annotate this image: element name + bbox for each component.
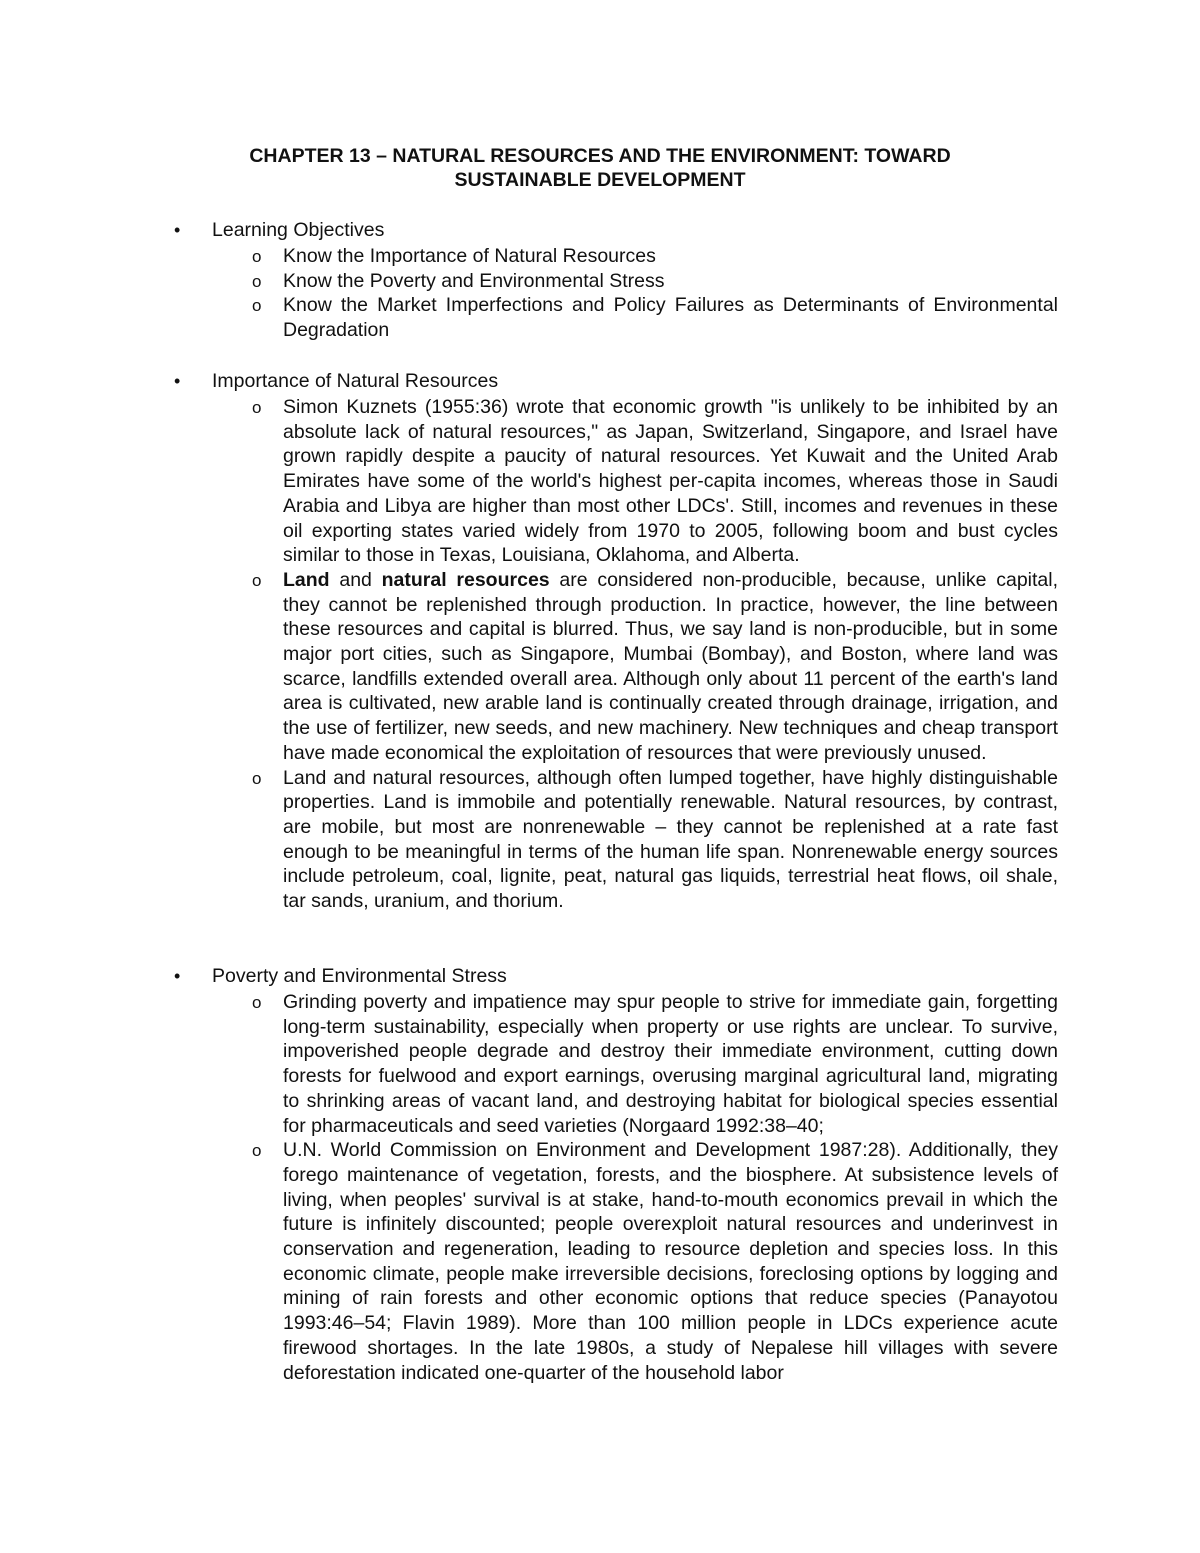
poverty-heading: [0, 964, 1200, 990]
paragraph-text: U.N. World Commission on Environment and Development 1987:28). Additionally, they forego maintenance of vegetation, forests, and the biosphere. At subsistence levels of living, when peoples' survival is at stake, hand-to-mouth economics prevail in which the future is infinitely discounted; people overexploit natural resources and underinvest in conservation and regeneration, leading to resource depletion and species loss. In this economic climate, people make irreversible decisions, foreclosing options by logging and mining of rain forests and other economic options that reduce species (Panayotou 1993:46–54; Flavin 1989). More than 100 million people in LDCs experience acute firewood shortages. In the late 1980s, a study of Nepalese hill villages with severe deforestation indicated one-quarter of the household labor: [283, 1139, 1058, 1384]
importance-section: [0, 369, 1200, 914]
list-item: [0, 244, 1058, 269]
sub-bullet-icon: o: [252, 768, 262, 788]
objectives-list: [0, 244, 1200, 343]
learning-objectives-section: [0, 218, 1200, 343]
list-item: [0, 568, 1058, 766]
sub-bullet-icon: o: [252, 1141, 262, 1161]
sub-bullet-icon: o: [252, 993, 262, 1012]
list-item: [0, 395, 1058, 568]
chapter-title-line-1: CHAPTER 13 – NATURAL RESOURCES AND THE ENVIRONMENT: TOWARD: [249, 145, 951, 167]
sub-bullet-icon: o: [252, 296, 262, 316]
chapter-title-line-2: SUSTAINABLE DEVELOPMENT: [454, 169, 746, 191]
paragraph-text: Land and natural resources, although often lumped together, have highly distinguishable properties. Land is immobile and potentially renewable. Natural resources, by contrast, are mobile, but most are nonrenewable – they cannot be replenished at a rate fast enough to be meaningful in terms of the human life span. Nonrenewable energy sources include petroleum, coal, lignite, peat, natural gas liquids, terrestrial heat flows, oil shale, tar sands, uranium, and thorium.: [283, 766, 1058, 913]
list-item-text: Know the Poverty and Environmental Stress: [283, 269, 665, 292]
section-heading-label: Importance of Natural Resources: [212, 370, 499, 392]
section-heading-label: Poverty and Environmental Stress: [212, 965, 507, 987]
list-item: [0, 293, 1058, 342]
sub-bullet-icon: o: [252, 247, 262, 266]
bold-term-land: Land: [283, 568, 330, 591]
learning-objectives-heading: [0, 218, 1200, 244]
list-item-text: Know the Importance of Natural Resources: [283, 245, 656, 267]
list-item: [0, 269, 1058, 294]
section-heading-label: Learning Objectives: [212, 219, 385, 241]
paragraph-text: Grinding poverty and impatience may spur people to strive for immediate gain, forgetting long-term sustainability, especially when property or use rights are unclear. To survive, impoverished people degrade and destroy their immediate environment, cutting down forests for fuelwood and export earnings, overusing marginal agricultural land, migrating to shrinking areas of vacant land, and destroying habitat for biological species essential for pharmaceuticals and seed varieties (Norgaard 1992:38–40;: [283, 991, 1058, 1137]
list-item: [0, 990, 1058, 1138]
bullet-icon: •: [174, 966, 181, 986]
bullet-icon: •: [174, 371, 181, 391]
list-item-text: Know the Market Imperfections and Policy Failures as Determinants of Environmental Degradation: [283, 294, 1058, 342]
paragraph-text: and: [329, 568, 382, 591]
sub-bullet-icon: o: [252, 271, 262, 291]
list-item: [0, 1138, 1058, 1385]
importance-heading: [0, 369, 1200, 395]
bullet-icon: •: [174, 220, 181, 240]
importance-list: [0, 395, 1200, 914]
sub-bullet-icon: o: [252, 570, 262, 590]
paragraph-text: are considered non-producible, because, unlike capital, they cannot be replenished through production. In practice, however, the line between these resources and capital is blurred. Thus, we say land is non-producible, but in some major port cities, such as Singapore, Mumbai (Bombay), and Boston, where land was scarce, landfills extended overall area. Although only about 11 percent of the earth's land area is cultivated, new arable land is continually created through drainage, irrigation, and the use of fertilizer, new seeds, and new machinery. New techniques and cheap transport have made economical the exploitation of resources that were previously unused.: [283, 568, 1059, 764]
bold-term-natural-resources: natural resources: [381, 568, 550, 591]
chapter-title: [150, 144, 1050, 192]
list-item: [0, 766, 1058, 914]
poverty-list: [0, 990, 1200, 1385]
poverty-section: [0, 964, 1200, 1385]
sub-bullet-icon: o: [252, 398, 262, 417]
paragraph-text: Simon Kuznets (1955:36) wrote that economic growth "is unlikely to be inhibited by an absolute lack of natural resources," as Japan, Switzerland, Singapore, and Israel have grown rapidly despite a paucity of natural resources. Yet Kuwait and the United Arab Emirates have some of the world's highest per-capita incomes, whereas those in Saudi Arabia and Libya are higher than most other LDCs'. Still, incomes and revenues in these oil exporting states varied widely from 1970 to 2005, following boom and bust cycles similar to those in Texas, Louisiana, Oklahoma, and Alberta.: [283, 396, 1058, 567]
